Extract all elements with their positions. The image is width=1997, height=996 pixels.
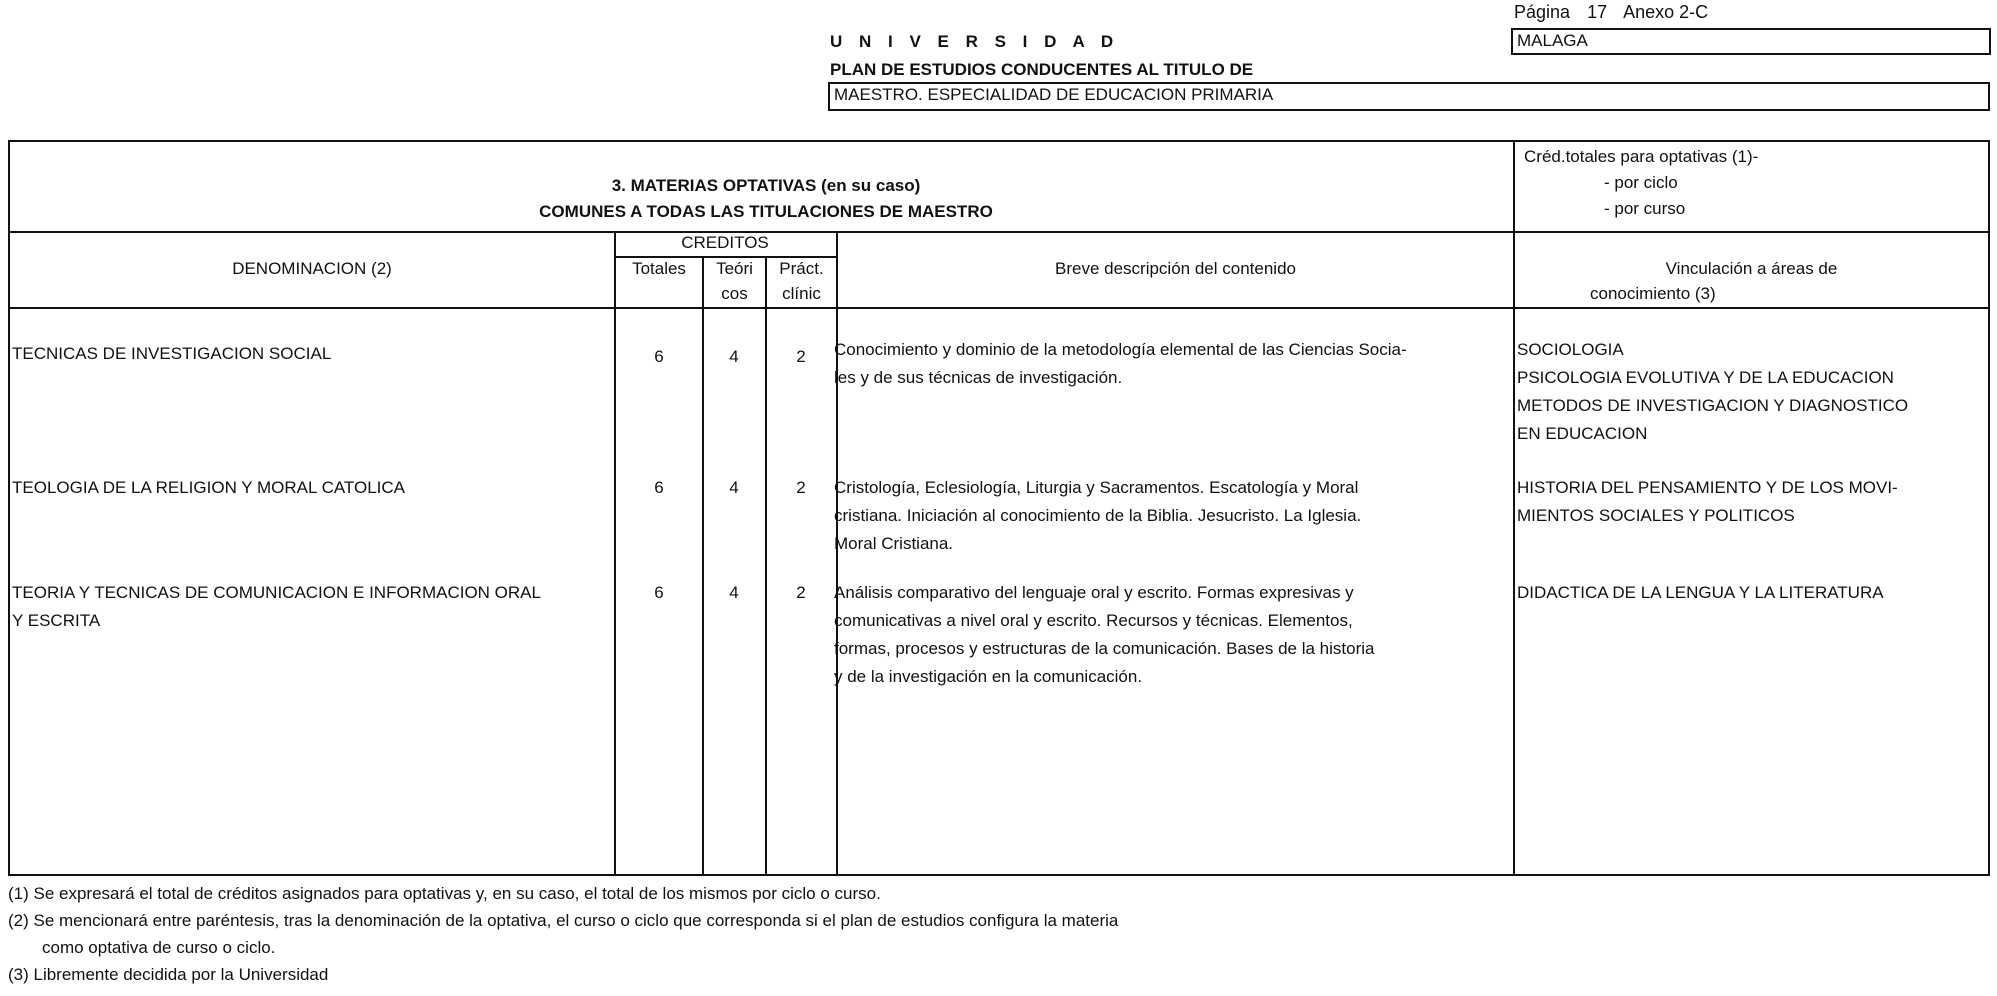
divider — [614, 256, 838, 258]
area-line: EN EDUCACION — [1517, 424, 1648, 443]
descripcion-line: formas, procesos y estructuras de la comunicación. Bases de la historia — [834, 639, 1375, 658]
col-descripcion: Breve descripción del contenido — [1055, 259, 1296, 278]
row-areas — [1517, 579, 1884, 607]
table-row-denominacion — [12, 474, 405, 502]
col-totales: Totales — [632, 259, 686, 278]
divider — [614, 231, 616, 876]
col-creditos: CREDITOS — [681, 233, 769, 252]
page-indicator — [1514, 2, 1720, 23]
row-teoricos: 4 — [729, 478, 739, 497]
row-practicos: 2 — [796, 347, 806, 366]
footnote-2: (2) Se mencionará entre paréntesis, tras la denominación de la optativa, el curso o ciclo que corresponda si el plan de estudios configura la materia — [8, 911, 1119, 930]
divider — [1513, 142, 1515, 876]
section-subtitle: COMUNES A TODAS LAS TITULACIONES DE MAESTRO — [539, 202, 993, 221]
divider — [765, 256, 767, 876]
materias-table — [8, 140, 1990, 876]
row-areas — [1517, 336, 1908, 448]
area-line: HISTORIA DEL PENSAMIENTO Y DE LOS MOVI- — [1517, 478, 1898, 497]
area-line: DIDACTICA DE LA LENGUA Y LA LITERATURA — [1517, 583, 1884, 602]
footnote-3: (3) Libremente decidida por la Universidad — [8, 965, 329, 984]
descripcion-line: Moral Cristiana. — [834, 534, 954, 553]
row-practicos: 2 — [796, 478, 806, 497]
row-practicos: 2 — [796, 583, 806, 602]
col-teoricos-2: cos — [721, 284, 748, 303]
denominacion-line: TEORIA Y TECNICAS DE COMUNICACION E INFORMACION ORAL — [12, 583, 541, 602]
footnote-2-continued: como optativa de curso o ciclo. — [42, 938, 276, 957]
pagina-label: Página — [1514, 2, 1571, 22]
row-totales: 6 — [654, 478, 664, 497]
plan-label: PLAN DE ESTUDIOS CONDUCENTES AL TITULO DE — [830, 60, 1254, 79]
divider — [702, 256, 704, 876]
divider — [10, 307, 1988, 309]
row-totales: 6 — [654, 347, 664, 366]
row-descripcion — [834, 579, 1374, 691]
col-practicos: Práct. — [779, 259, 824, 278]
col-teoricos: Teóri — [716, 259, 753, 278]
row-totales: 6 — [654, 583, 664, 602]
area-line: METODOS DE INVESTIGACION Y DIAGNOSTICO — [1517, 396, 1909, 415]
titulo-field: MAESTRO. ESPECIALIDAD DE EDUCACION PRIMARIA — [828, 82, 1990, 111]
row-teoricos: 4 — [729, 347, 739, 366]
universidad-field: MALAGA — [1511, 28, 1991, 55]
anexo-label: Anexo 2-C — [1623, 2, 1709, 22]
table-row-denominacion — [12, 340, 331, 368]
por-curso-label: - por curso — [1604, 199, 1686, 218]
col-vinculacion: Vinculación a áreas de — [1665, 259, 1838, 278]
descripcion-line: comunicativas a nivel oral y escrito. Recursos y técnicas. Elementos, — [834, 611, 1353, 630]
descripcion-line: Cristología, Eclesiología, Liturgia y Sacramentos. Escatología y Moral — [834, 478, 1359, 497]
row-areas — [1517, 474, 1898, 530]
universidad-label: U N I V E R S I D A D — [830, 32, 1120, 51]
col-denominacion: DENOMINACION (2) — [232, 259, 392, 278]
creditos-totales-label: Créd.totales para optativas (1)- — [1524, 147, 1759, 166]
descripcion-line: Conocimiento y dominio de la metodología elemental de las Ciencias Socia- — [834, 340, 1407, 359]
denominacion-line: TECNICAS DE INVESTIGACION SOCIAL — [12, 344, 332, 363]
area-line: SOCIOLOGIA — [1517, 340, 1624, 359]
section-title: 3. MATERIAS OPTATIVAS (en su caso) — [611, 176, 921, 195]
denominacion-line: Y ESCRITA — [12, 611, 101, 630]
table-row-denominacion — [12, 579, 541, 635]
col-vinculacion-2: conocimiento (3) — [1590, 284, 1716, 303]
row-descripcion — [834, 336, 1407, 392]
pagina-number: 17 — [1587, 2, 1608, 22]
descripcion-line: cristiana. Iniciación al conocimiento de la Biblia. Jesucristo. La Iglesia. — [834, 506, 1362, 525]
area-line: MIENTOS SOCIALES Y POLITICOS — [1517, 506, 1795, 525]
col-practicos-2: clínic — [782, 284, 821, 303]
por-ciclo-label: - por ciclo — [1604, 173, 1678, 192]
footnote-1: (1) Se expresará el total de créditos asignados para optativas y, en su caso, el total de los mismos por ciclo o curso. — [8, 884, 881, 903]
descripcion-line: Análisis comparativo del lenguaje oral y escrito. Formas expresivas y — [834, 583, 1354, 602]
area-line: PSICOLOGIA EVOLUTIVA Y DE LA EDUCACION — [1517, 368, 1894, 387]
divider — [10, 231, 1988, 233]
row-descripcion — [834, 474, 1361, 558]
denominacion-line: TEOLOGIA DE LA RELIGION Y MORAL CATOLICA — [12, 478, 406, 497]
row-teoricos: 4 — [729, 583, 739, 602]
descripcion-line: y de la investigación en la comunicación. — [834, 667, 1143, 686]
descripcion-line: les y de sus técnicas de investigación. — [834, 368, 1123, 387]
